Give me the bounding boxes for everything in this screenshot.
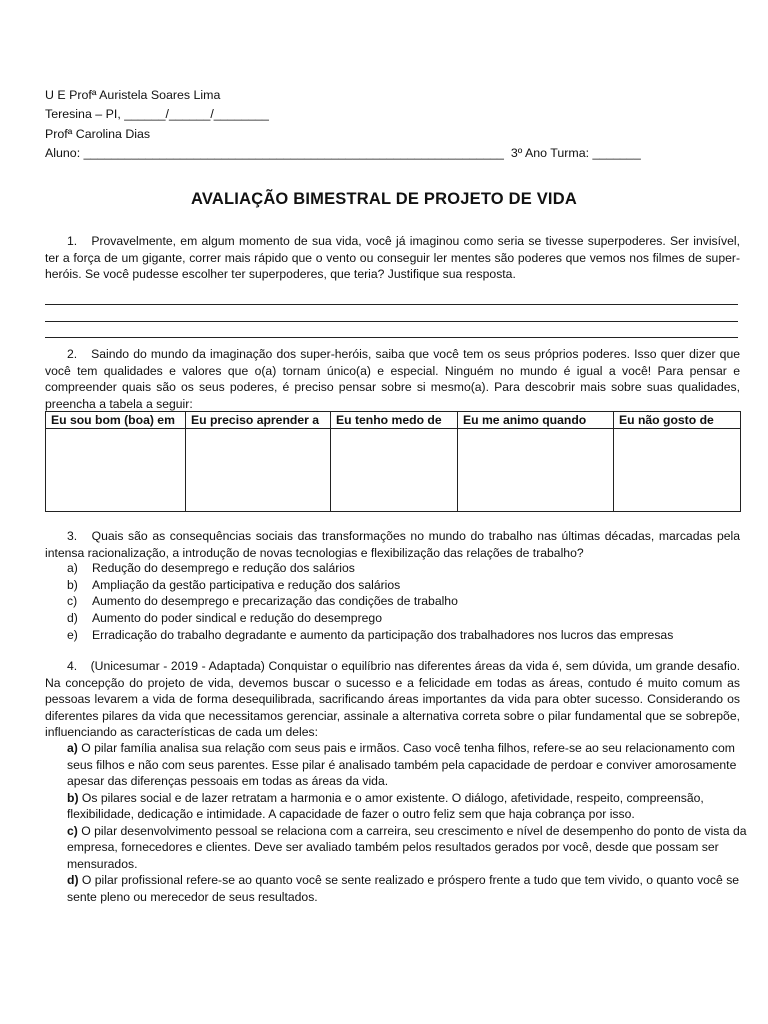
option-text: O pilar profissional refere-se ao quanto você se sente realizado e próspero frente a tudo que tem vivido, o quanto você se sente pleno ou merecedor de seus resultados. [67, 873, 740, 904]
qualities-table [45, 411, 741, 512]
page-title: AVALIAÇÃO BIMESTRAL DE PROJETO DE VIDA [191, 190, 577, 208]
option-text: Os pilares social e de lazer retratam a harmonia e o amor existente. O diálogo, afetividade, respeito, compreensão, flexibilidade, dedicação e intimidade. A capacidade de fazer o outro feliz sem que haja cobrança por isso. [67, 790, 704, 821]
question-3 [45, 528, 740, 561]
table-header-cell: Eu me animo quando [458, 412, 614, 429]
option-letter: c) [67, 823, 78, 838]
question-4-options [67, 740, 747, 905]
answer-line[interactable] [45, 307, 738, 322]
option-b[interactable] [67, 577, 747, 594]
option-letter: a) [67, 561, 78, 575]
student-line: Aluno: _____________________________________________________________ 3º Ano Turma: _______ [45, 145, 641, 160]
answer-lines[interactable] [45, 290, 738, 340]
table-cell[interactable] [331, 429, 458, 512]
option-letter: d) [67, 873, 79, 887]
table-header-row [46, 412, 741, 429]
option-letter: c) [67, 594, 78, 609]
option-d[interactable] [67, 610, 747, 627]
option-letter: e) [67, 627, 78, 642]
table-cell[interactable] [458, 429, 614, 512]
option-letter: b) [67, 790, 79, 805]
option-a[interactable] [67, 560, 747, 577]
table-header-cell: Eu preciso aprender a [186, 412, 331, 429]
option-b[interactable] [67, 790, 747, 823]
answer-line[interactable] [45, 323, 738, 338]
question-number: 4. [67, 659, 78, 673]
option-e[interactable] [67, 627, 747, 644]
question-4 [45, 658, 740, 741]
question-text: Saindo do mundo da imaginação dos super-heróis, saiba que você tem os seus próprios poderes. Isso quer dizer que você tem qualidades e valores que o(a) tornam único(a) e especial. Ninguém no mundo é igual a você! Para pensar e compreender quais são os seus poderes, é preciso pensar sobre si mesmo(a). Para descobrir mais sobre suas qualidades, preencha a tabela a seguir: [45, 347, 741, 411]
option-text: Ampliação da gestão participativa e redução dos salários [92, 577, 401, 592]
option-a[interactable] [67, 740, 747, 790]
option-c[interactable] [67, 593, 747, 610]
question-number: 3. [67, 529, 78, 543]
option-text: Aumento do poder sindical e redução do desemprego [92, 611, 382, 626]
question-2 [45, 346, 740, 412]
table-header-cell: Eu não gosto de [614, 412, 741, 429]
option-letter: d) [67, 611, 78, 626]
table-header-cell: Eu sou bom (boa) em [46, 412, 186, 429]
table-header-cell: Eu tenho medo de [331, 412, 458, 429]
question-1 [45, 233, 740, 283]
question-text: (Unicesumar - 2019 - Adaptada) Conquistar o equilíbrio nas diferentes áreas da vida é, sem dúvida, um grande desafio. Na concepção do projeto de vida, devemos buscar o sucesso e a felicidade em todas as áreas, contudo é muito comum as pessoas levarem a vida de forma desequilibrada, sacrificando áreas importantes da vida para obter sucesso. Considerando os diferentes pilares da vida que necessitamos gerenciar, assinale a alternativa correta sobre o pilar fundamental que se sobrepõe, influenciando as características de cada um deles: [45, 659, 740, 739]
table-row [46, 429, 741, 512]
option-text: O pilar desenvolvimento pessoal se relaciona com a carreira, seu crescimento e nível de desempenho do ponto de vista da empresa, fornecedores e clientes. Deve ser avaliado também pelos resultados gerados por você, desde que possam ser mensurados. [67, 823, 747, 871]
option-d[interactable] [67, 872, 747, 905]
table-cell[interactable] [614, 429, 741, 512]
option-text: Erradicação do trabalho degradante e aumento da participação dos trabalhadores nos lucros das empresas [92, 627, 674, 642]
table-cell[interactable] [186, 429, 331, 512]
option-letter: a) [67, 741, 78, 755]
school-name: U E Profª Auristela Soares Lima [45, 88, 221, 102]
question-3-options [67, 560, 747, 643]
table-cell[interactable] [46, 429, 186, 512]
teacher-name: Profª Carolina Dias [45, 126, 151, 141]
option-text: Redução do desemprego e redução dos salários [92, 561, 355, 575]
option-text: Aumento do desemprego e precarização das condições de trabalho [92, 594, 458, 609]
question-text: Quais são as consequências sociais das transformações no mundo do trabalho nas últimas décadas, marcadas pela intensa racionalização, a introdução de novas tecnologias e flexibilização das relações de trabalho? [45, 529, 740, 560]
answer-line[interactable] [45, 290, 738, 305]
question-number: 1. [67, 234, 78, 248]
header-block [45, 86, 641, 163]
city-date-line: Teresina – PI, ______/______/________ [45, 107, 269, 122]
question-text: Provavelmente, em algum momento de sua vida, você já imaginou como seria se tivesse superpoderes. Ser invisível, ter a força de um gigante, correr mais rápido que o vento ou conseguir ler mentes são poderes que vemos nos filmes de super-heróis. Se você pudesse escolher ter superpoderes, que teria? Justifique sua resposta. [45, 234, 740, 281]
option-text: O pilar família analisa sua relação com seus pais e irmãos. Caso você tenha filhos, refere-se ao seu relacionamento com seus filhos e não com seus parentes. Esse pilar é analisado também pela capacidade de perdoar e conviver amorosamente apesar das diferenças pessoais em todas as áreas da vida. [67, 741, 737, 788]
question-number: 2. [67, 347, 78, 361]
option-c[interactable] [67, 823, 747, 873]
option-letter: b) [67, 577, 78, 592]
